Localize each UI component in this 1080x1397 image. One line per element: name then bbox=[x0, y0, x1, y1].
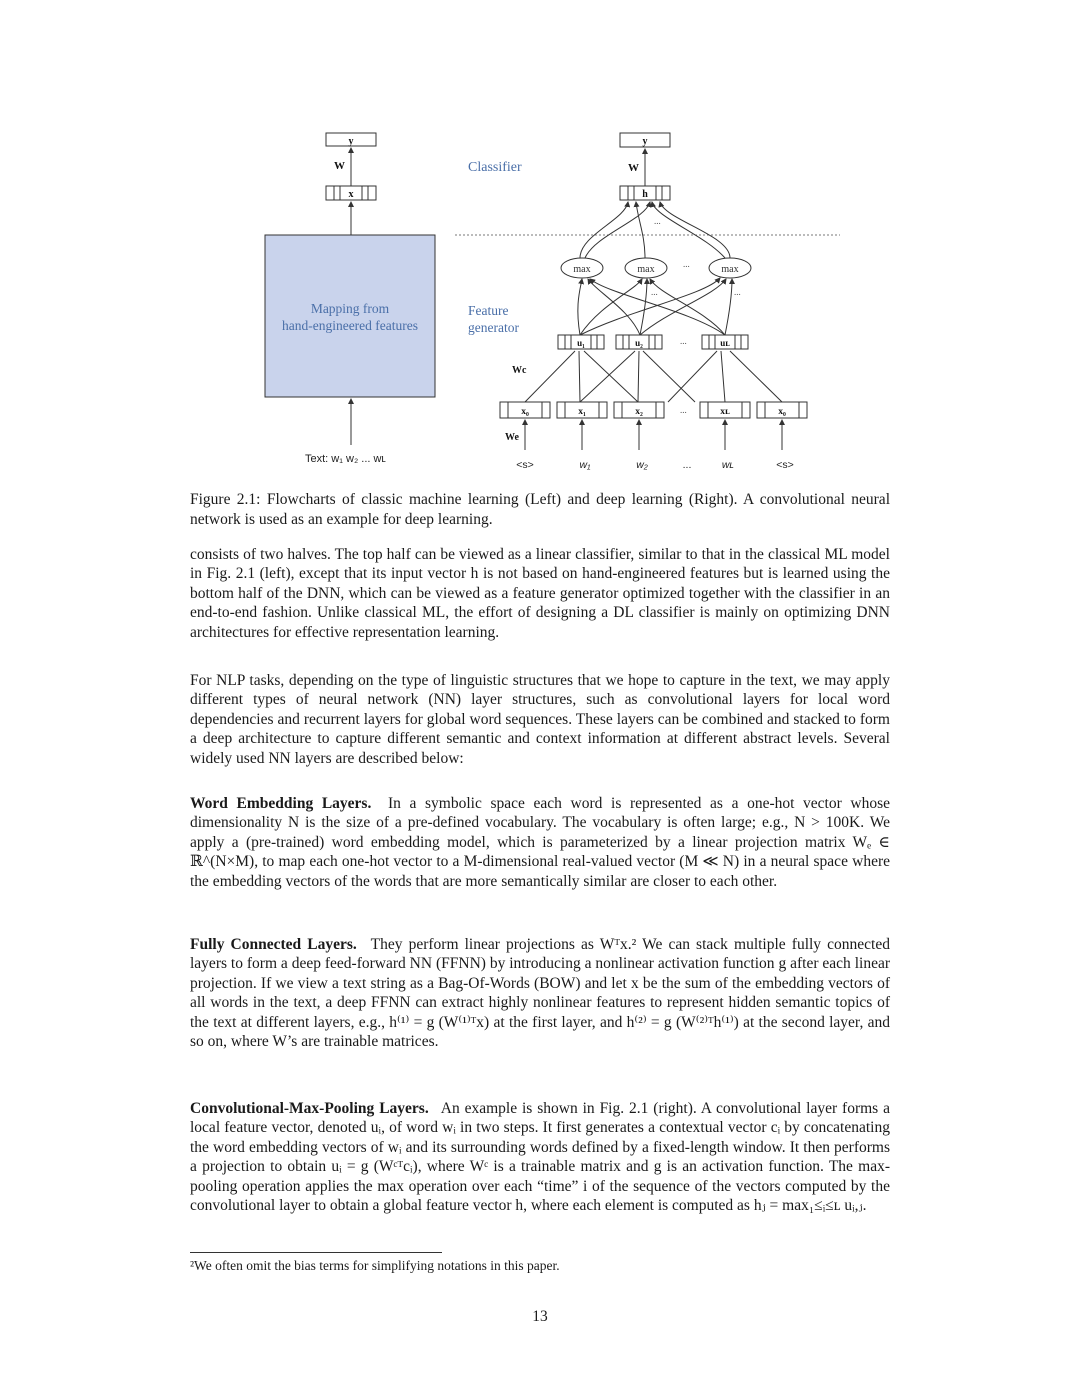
token-w2: w₂ bbox=[636, 459, 648, 471]
mid-ellipsis-2: ... bbox=[734, 287, 741, 297]
x-ellipsis: ... bbox=[680, 405, 687, 415]
conv-max-pooling-body: An example is shown in Fig. 2.1 (right). A convolutional layer forms a local feature vector, denoted uᵢ, of word wᵢ in two steps. It first generates a contextual vector cᵢ by concatenating the word embedding vectors of wᵢ and its surrounding words defined by a fixed-length window. It then performs a projection to obtain uᵢ = g (Wᶜᵀcᵢ), where Wᶜ is a trainable matrix and g is an activation function. The max-pooling operation applies the max operation over each “time” i of the sequence of the vectors computed by the convolutional layer to obtain a global feature vector h, where each element is computed as hⱼ = max₁≤ᵢ≤ʟ uᵢ,ⱼ. bbox=[190, 1100, 890, 1215]
right-y-label: y bbox=[642, 136, 648, 147]
token-wL: wʟ bbox=[721, 459, 735, 471]
page-number: 13 bbox=[532, 1308, 548, 1325]
we-label: We bbox=[505, 432, 519, 443]
x-box-L bbox=[700, 402, 750, 418]
x-box-0-start bbox=[500, 402, 550, 418]
left-text-label: Text: w₁ w₂ ... wʟ bbox=[305, 453, 386, 465]
wc-label: Wc bbox=[512, 365, 527, 376]
flowchart-figure bbox=[250, 125, 850, 480]
max-label-3: max bbox=[721, 264, 739, 275]
x-label-0: x₀ bbox=[521, 407, 529, 417]
feature-generator-label-line2: generator bbox=[468, 320, 519, 335]
section-conv-max-pooling bbox=[190, 1099, 890, 1215]
token-start: <s> bbox=[516, 459, 534, 471]
right-w-label: W bbox=[628, 162, 639, 174]
mapping-label-line1: Mapping from bbox=[310, 301, 390, 316]
max-label-2: max bbox=[637, 264, 655, 275]
x-label-L: xʟ bbox=[720, 407, 730, 417]
top-ellipsis: ... bbox=[654, 216, 661, 226]
left-w-label: W bbox=[334, 160, 345, 172]
right-flowchart bbox=[455, 133, 840, 471]
u-label-2: u₂ bbox=[635, 338, 643, 348]
section-word-embedding bbox=[190, 794, 890, 891]
max-ellipsis: ... bbox=[683, 259, 690, 269]
classifier-label: Classifier bbox=[468, 160, 522, 175]
paragraph-dnn-halves: consists of two halves. The top half can be viewed as a linear classifier, similar to that in the classical ML model in Fig. 2.1 (left), except that its input vector h is not based on hand-engineered features but is learned using the bottom half of the DNN, which can be viewed as a feature generator optimized together with the classifier in an end-to-end fashion. Unlike classical ML, the effort of designing a DL classifier is mainly on optimizing DNN architectures for effective representation learning. bbox=[190, 546, 890, 641]
u-vector-L bbox=[702, 335, 748, 349]
feature-mapping-box bbox=[265, 235, 435, 397]
token-end: <s> bbox=[776, 459, 794, 471]
left-y-label: y bbox=[348, 136, 354, 147]
token-w1: w₁ bbox=[579, 459, 591, 471]
word-embedding-heading: Word Embedding Layers. bbox=[190, 795, 372, 812]
conv-max-pooling-heading: Convolutional-Max-Pooling Layers. bbox=[190, 1100, 429, 1117]
u-vector-2 bbox=[616, 335, 662, 349]
u-ellipsis: ... bbox=[680, 336, 687, 346]
word-embedding-body: In a symbolic space each word is represented as a one-hot vector whose dimensionality N is the size of a pre-defined vocabulary. The vocabulary is often large; e.g., N > 100K. We apply a (pre-trained) word embedding model, which is parameterized by a linear projection matrix Wₑ ∈ ℝ^(N×M), to map each one-hot vector to a M-dimensional real-valued vector (M ≪ N) in a neural space where the embedding vectors of the words that are more semantically similar are closer to each other. bbox=[190, 795, 891, 890]
footnote-rule bbox=[190, 1252, 442, 1253]
h-label: h bbox=[642, 189, 648, 200]
x-label-0-end: x₀ bbox=[778, 407, 786, 417]
footnote: ²We often omit the bias terms for simplifying notations in this paper. bbox=[190, 1258, 560, 1273]
mid-ellipsis-1: ... bbox=[651, 287, 658, 297]
u-label-L: uʟ bbox=[720, 338, 730, 348]
mapping-label-line2: hand-engineered features bbox=[281, 318, 419, 333]
section-fully-connected bbox=[190, 935, 890, 1051]
x-box-1 bbox=[557, 402, 607, 418]
fully-connected-heading: Fully Connected Layers. bbox=[190, 936, 357, 953]
x-label-2: x₂ bbox=[635, 407, 643, 417]
u-label-1: u₁ bbox=[577, 338, 585, 348]
max-label-1: max bbox=[573, 264, 591, 275]
feature-generator-label-line1: Feature bbox=[468, 303, 509, 318]
figure-caption: Figure 2.1: Flowcharts of classic machine learning (Left) and deep learning (Right). A convolutional neural network is used as an example for deep learning. bbox=[190, 491, 890, 528]
token-ellipsis: ... bbox=[682, 459, 692, 471]
x-box-2 bbox=[614, 402, 664, 418]
left-x-label: x bbox=[348, 189, 354, 200]
paragraph-nlp-tasks: For NLP tasks, depending on the type of linguistic structures that we hope to capture in the text, we may apply different types of neural network (NN) layer structures, such as convolutional layers for local word dependencies and recurrent layers for global word sequences. These layers can be combined and stacked to form a deep architecture to capture different semantic and context information at different abstract levels. Several widely used NN layers are described below: bbox=[190, 672, 890, 767]
x-label-1: x₁ bbox=[578, 407, 586, 417]
left-flowchart bbox=[265, 133, 435, 465]
x-box-0-end bbox=[757, 402, 807, 418]
u-vector-1 bbox=[558, 335, 604, 349]
fully-connected-body: They perform linear projections as Wᵀx.² We can stack multiple fully connected layers to form a deep feed-forward NN (FFNN) by introducing a nonlinear activation function g after each linear projection. If we view a text string as a Bag-Of-Words (BOW) and let x be the sum of the embedding vectors of all words in the text, a deep FFNN can extract highly nonlinear features to represent hidden semantic topics of the text at different layers, e.g., h⁽¹⁾ = g (W⁽¹⁾ᵀx) at the first layer, and h⁽²⁾ = g (W⁽²⁾ᵀh⁽¹⁾) at the second layer, and so on, where W’s are trainable matrices. bbox=[190, 936, 890, 1051]
